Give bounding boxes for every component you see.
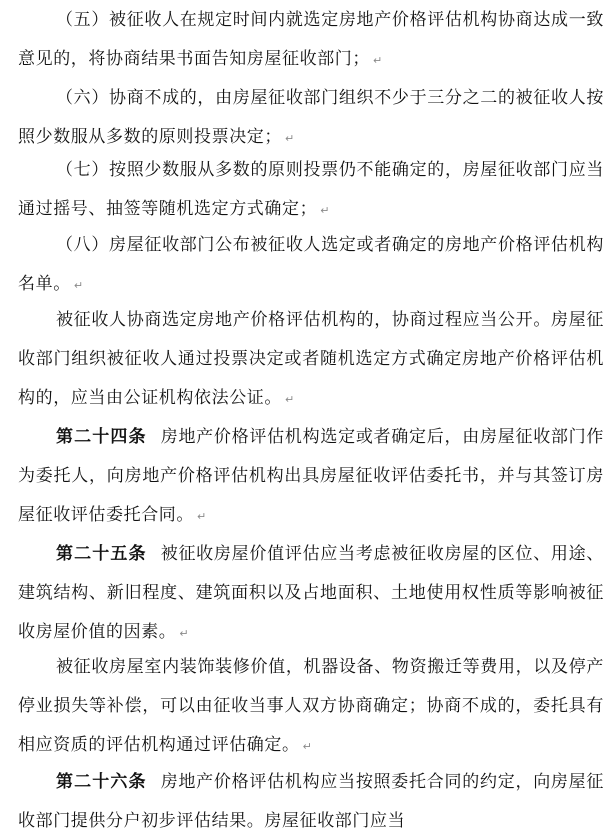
paragraph-item-9 — [18, 301, 604, 419]
paragraph-item-5 — [18, 1, 604, 80]
paragraph-mark-icon: ↵ — [373, 54, 383, 67]
paragraph-text: 房地产价格评估机构选定或者确定后，由房屋征收部门作为委托人，向房地产价格评估机构出具房屋征收评估委托书，并与其签订房屋征收评估委托合同。 — [18, 427, 605, 525]
paragraph-text: （五）被征收人在规定时间内就选定房地产价格评估机构协商达成一致意见的，将协商结果书面告知房屋征收部门； — [18, 10, 604, 69]
article-25 — [18, 535, 604, 653]
paragraph-item-7 — [18, 151, 604, 230]
paragraph-text: 被征收房屋室内装饰装修价值，机器设备、物资搬迁等费用，以及停产停业损失等补偿，可以由征收当事人双方协商确定；协商不成的，委托具有相应资质的评估机构通过评估确定。 — [18, 657, 604, 755]
paragraph-mark-icon: ↵ — [73, 279, 84, 292]
paragraph-item-25b — [18, 648, 604, 766]
paragraph-text: （八）房屋征收部门公布被征收人选定或者确定的房地产价格评估机构名单。 — [18, 235, 604, 294]
article-number: 第二十四条 — [56, 427, 147, 447]
paragraph-mark-icon: ↵ — [285, 393, 295, 406]
paragraph-mark-icon: ↵ — [302, 740, 313, 753]
article-26 — [18, 763, 604, 839]
paragraph-mark-icon: ↵ — [197, 510, 207, 523]
paragraph-text: （七）按照少数服从多数的原则投票仍不能确定的，房屋征收部门应当通过摇号、抽签等随机选定方式确定； — [18, 160, 604, 219]
paragraph-item-8 — [18, 226, 604, 305]
article-number: 第二十六条 — [56, 772, 147, 792]
paragraph-text: 被征收人协商选定房地产价格评估机构的，协商过程应当公开。房屋征收部门组织被征收人通过投票决定或者随机选定方式确定房地产价格评估机构的，应当由公证机构依法公证。 — [18, 310, 604, 408]
paragraph-item-6 — [18, 79, 604, 158]
paragraph-text: （六）协商不成的，由房屋征收部门组织不少于三分之二的被征收人按照少数服从多数的原则投票决定； — [18, 88, 604, 147]
paragraph-mark-icon: ↵ — [320, 204, 331, 217]
paragraph-text: 房地产价格评估机构应当按照委托合同的约定，向房屋征收部门提供分户初步评估结果。房屋征收部门应当 — [18, 772, 605, 831]
paragraph-mark-icon: ↵ — [179, 627, 190, 640]
article-24 — [18, 418, 604, 536]
paragraph-mark-icon: ↵ — [285, 132, 295, 145]
article-number: 第二十五条 — [56, 544, 147, 564]
paragraph-text: 被征收房屋价值评估应当考虑被征收房屋的区位、用途、建筑结构、新旧程度、建筑面积以及占地面积、土地使用权性质等影响被征收房屋价值的因素。 — [18, 544, 605, 642]
